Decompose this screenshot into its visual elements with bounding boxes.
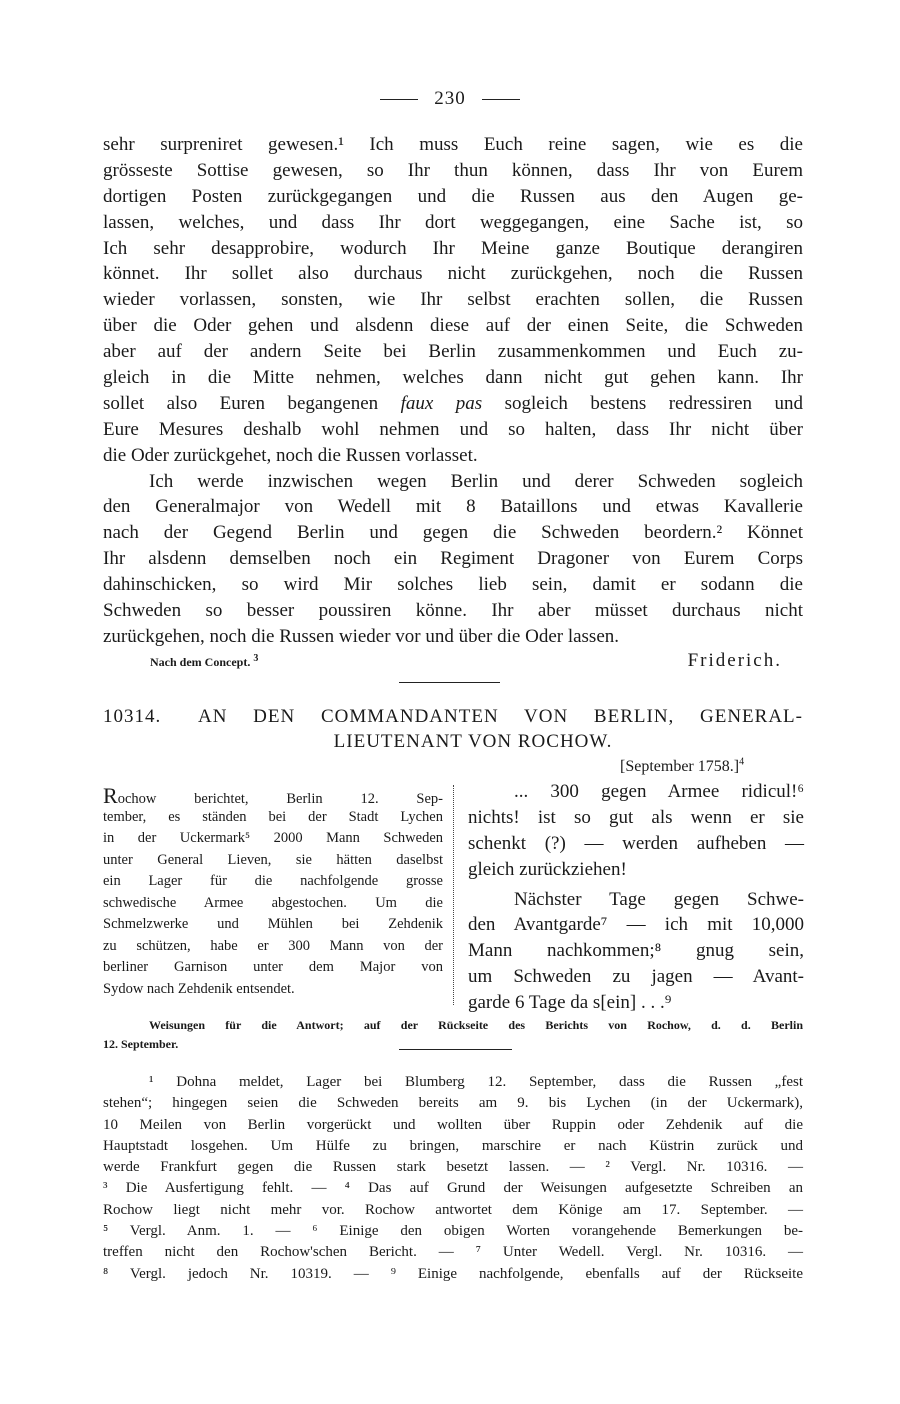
footnotes: [103, 1072, 803, 1285]
footnote-line: ¹ Dohna meldet, Lager bei Blumberg 12. September, dass die Russen „fest: [149, 1074, 803, 1090]
source-note: [150, 655, 258, 670]
page-number-dash-left: [380, 99, 418, 100]
text-line: den Generalmajor von Wedell mit 8 Bataillons und etwas Kavallerie: [103, 496, 803, 518]
text-line: Ich werde inzwischen wegen Berlin und derer Schweden sogleich: [149, 470, 803, 492]
column-divider: [453, 785, 454, 1005]
text-line: dahinschicken, so wird Mir solches lieb sein, damit er sodann die: [103, 574, 803, 596]
footnote-line: 10 Meilen von Berlin vorgerückt und wollten über Ruppin oder Zehdenik auf die: [103, 1116, 803, 1133]
text-segment: sogleich bestens redressiren und: [504, 392, 803, 414]
page-number-text: 230: [434, 88, 466, 109]
text-line: garde 6 Tage da s[ein] . . .⁹: [468, 992, 672, 1014]
text-line: schwedische Armee abgestochen. Um die: [103, 894, 443, 911]
text-line: berliner Garnison unter dem Major von: [103, 959, 443, 975]
text-line: aber auf der andern Seite bei Berlin zusammenkommen und Euch zu-: [103, 341, 803, 363]
text-segment: ochow berichtet, Berlin 12. Sep-: [117, 791, 443, 807]
text-line: zurückgehen, noch die Russen wieder vor und über die Oder lassen.: [103, 625, 620, 647]
text-line-with-italic: [103, 391, 803, 417]
text-line: gleich zurückziehen!: [468, 858, 627, 880]
footnote-line: Rochow liegt nicht mehr vor. Rochow antwortet dem Könige am 17. September. —: [103, 1201, 803, 1218]
text-line: über die Oder gehen und alsdenn diese auf der einen Seite, die Schweden: [103, 315, 803, 337]
text-line: Sydow nach Zehdenik entsendet.: [103, 980, 295, 997]
report-summary-column: [103, 785, 443, 1000]
text-line: die Oder zurückgehet, noch die Russen vorlasset.: [103, 444, 478, 466]
source-row: [150, 650, 782, 672]
text-line: unter General Lieven, sie hätten daselbst: [103, 851, 443, 868]
text-line: Mann nachkommen;⁸ gnug sein,: [468, 940, 804, 962]
text-line: zu schützen, habe er 300 Mann von der: [103, 937, 443, 954]
text-line: Nächster Tage gegen Schwe-: [514, 888, 804, 910]
text-line: 12. September.: [103, 1037, 179, 1051]
text-line: grösseste Sottise gewesen, so Ihr thun können, dass Ihr von Eurem: [103, 159, 803, 181]
footnote-line: werde Frankfurt gegen die Russen stark besetzt lassen. — ² Vergl. Nr. 10316. —: [103, 1159, 803, 1176]
page-number-dash-right: [482, 99, 520, 100]
letter-number: 10314.: [103, 706, 162, 727]
text-line: wieder vorlassen, sonsten, wie Ihr selbst erachten sollen, die Russen: [103, 289, 803, 311]
text-line: ... 300 gegen Armee ridicul!⁶: [514, 781, 804, 802]
text-line: nichts! ist so gut als wenn er sie: [468, 806, 804, 828]
footnote-line: stehen“; hingegen seien die Schweden bereits am 9. bis Lychen (in der Uckermark),: [103, 1095, 803, 1112]
text-line: dortigen Posten zurückgegangen und die Russen aus den Augen ge-: [103, 185, 803, 207]
text-line: schenkt (?) — werden aufheben —: [468, 832, 804, 854]
heading-row: [103, 704, 803, 729]
text-line: Ihr alsdenn demselben noch ein Regiment Dragoner von Eurem Corps: [103, 548, 803, 570]
text-line: Schweden so besser poussiren könne. Ihr aber müsset durchaus nicht: [103, 600, 803, 622]
text-line: tember, es ständen bei der Stadt Lychen: [103, 808, 443, 825]
text-line: [103, 785, 443, 807]
text-line: Eure Mesures deshalb wohl nehmen und so halten, dass Ihr nicht über: [103, 418, 803, 440]
letter-heading: [103, 704, 803, 754]
footnote-line: ³ Die Ausfertigung fehlt. — ⁴ Das auf Grund der Weisungen aufgesetzte Schreiben an: [103, 1180, 803, 1197]
footnote-line: treffen nicht den Rochow'schen Bericht. — ⁷ Unter Wedell. Vergl. Nr. 10316. —: [103, 1244, 803, 1261]
italic-phrase: faux pas: [400, 392, 483, 414]
text-line: Schmelzwerke und Mühlen bei Zehdenik: [103, 916, 443, 932]
drop-cap: R: [103, 783, 118, 808]
text-line: sehr surpreniret gewesen.¹ Ich muss Euch reine sagen, wie es die: [103, 134, 803, 155]
text-line: Weisungen für die Antwort; auf der Rückseite des Berichts von Rochow, d. d. Berlin: [149, 1018, 803, 1032]
king-notes-column: [468, 779, 804, 1016]
text-segment: sollet also Euren begangenen: [103, 392, 379, 414]
text-line: den Avantgarde⁷ — ich mit 10,000: [468, 914, 804, 936]
text-line: gleich in die Mitte nehmen, welches dann nicht gut gehen kann. Ihr: [103, 367, 803, 389]
main-letter-text: [103, 132, 803, 650]
text-line: um Schweden zu jagen — Avant-: [468, 966, 804, 988]
footnote-divider: [399, 1049, 512, 1050]
text-line: lassen, welches, und dass Ihr dort weggegangen, eine Sache ist, so: [103, 211, 803, 233]
section-divider: [399, 682, 500, 683]
letter-title-line2: LIEUTENANT VON ROCHOW.: [333, 731, 613, 752]
letter-date-text: [September 1758.]: [620, 758, 740, 775]
text-line: könnet. Ihr sollet also durchaus nicht zurückgehen, noch die Russen: [103, 263, 803, 285]
letter-date: [620, 758, 744, 776]
footnote-line: ⁵ Vergl. Anm. 1. — ⁶ Einige den obigen Worten vorangehende Bemerkungen be-: [103, 1223, 803, 1240]
page-number: [0, 88, 900, 110]
text-line: in der Uckermark⁵ 2000 Mann Schweden: [103, 830, 443, 846]
footnote-line: Hauptstadt losgehen. Um Hülfe zu bringen, marschire er nach Küstrin zurück und: [103, 1137, 803, 1154]
footnote-ref: 4: [739, 756, 745, 768]
signature: Friderich.: [687, 650, 782, 671]
footnote-line: ⁸ Vergl. jedoch Nr. 10319. — ⁹ Einige nachfolgende, ebenfalls auf der Rückseite: [103, 1265, 803, 1282]
letter-title-line1: AN DEN COMMANDANTEN VON BERLIN, GENERAL-: [198, 706, 803, 727]
text-line: Ich sehr desapprobire, wodurch Ihr Meine ganze Boutique derangiren: [103, 237, 803, 259]
footnote-ref: 3: [253, 653, 259, 664]
source-note-text: Nach dem Concept.: [150, 655, 251, 669]
text-line: nach der Gegend Berlin und gegen die Schweden beordern.² Könnet: [103, 522, 803, 544]
text-line: ein Lager für die nachfolgende grosse: [103, 873, 443, 889]
